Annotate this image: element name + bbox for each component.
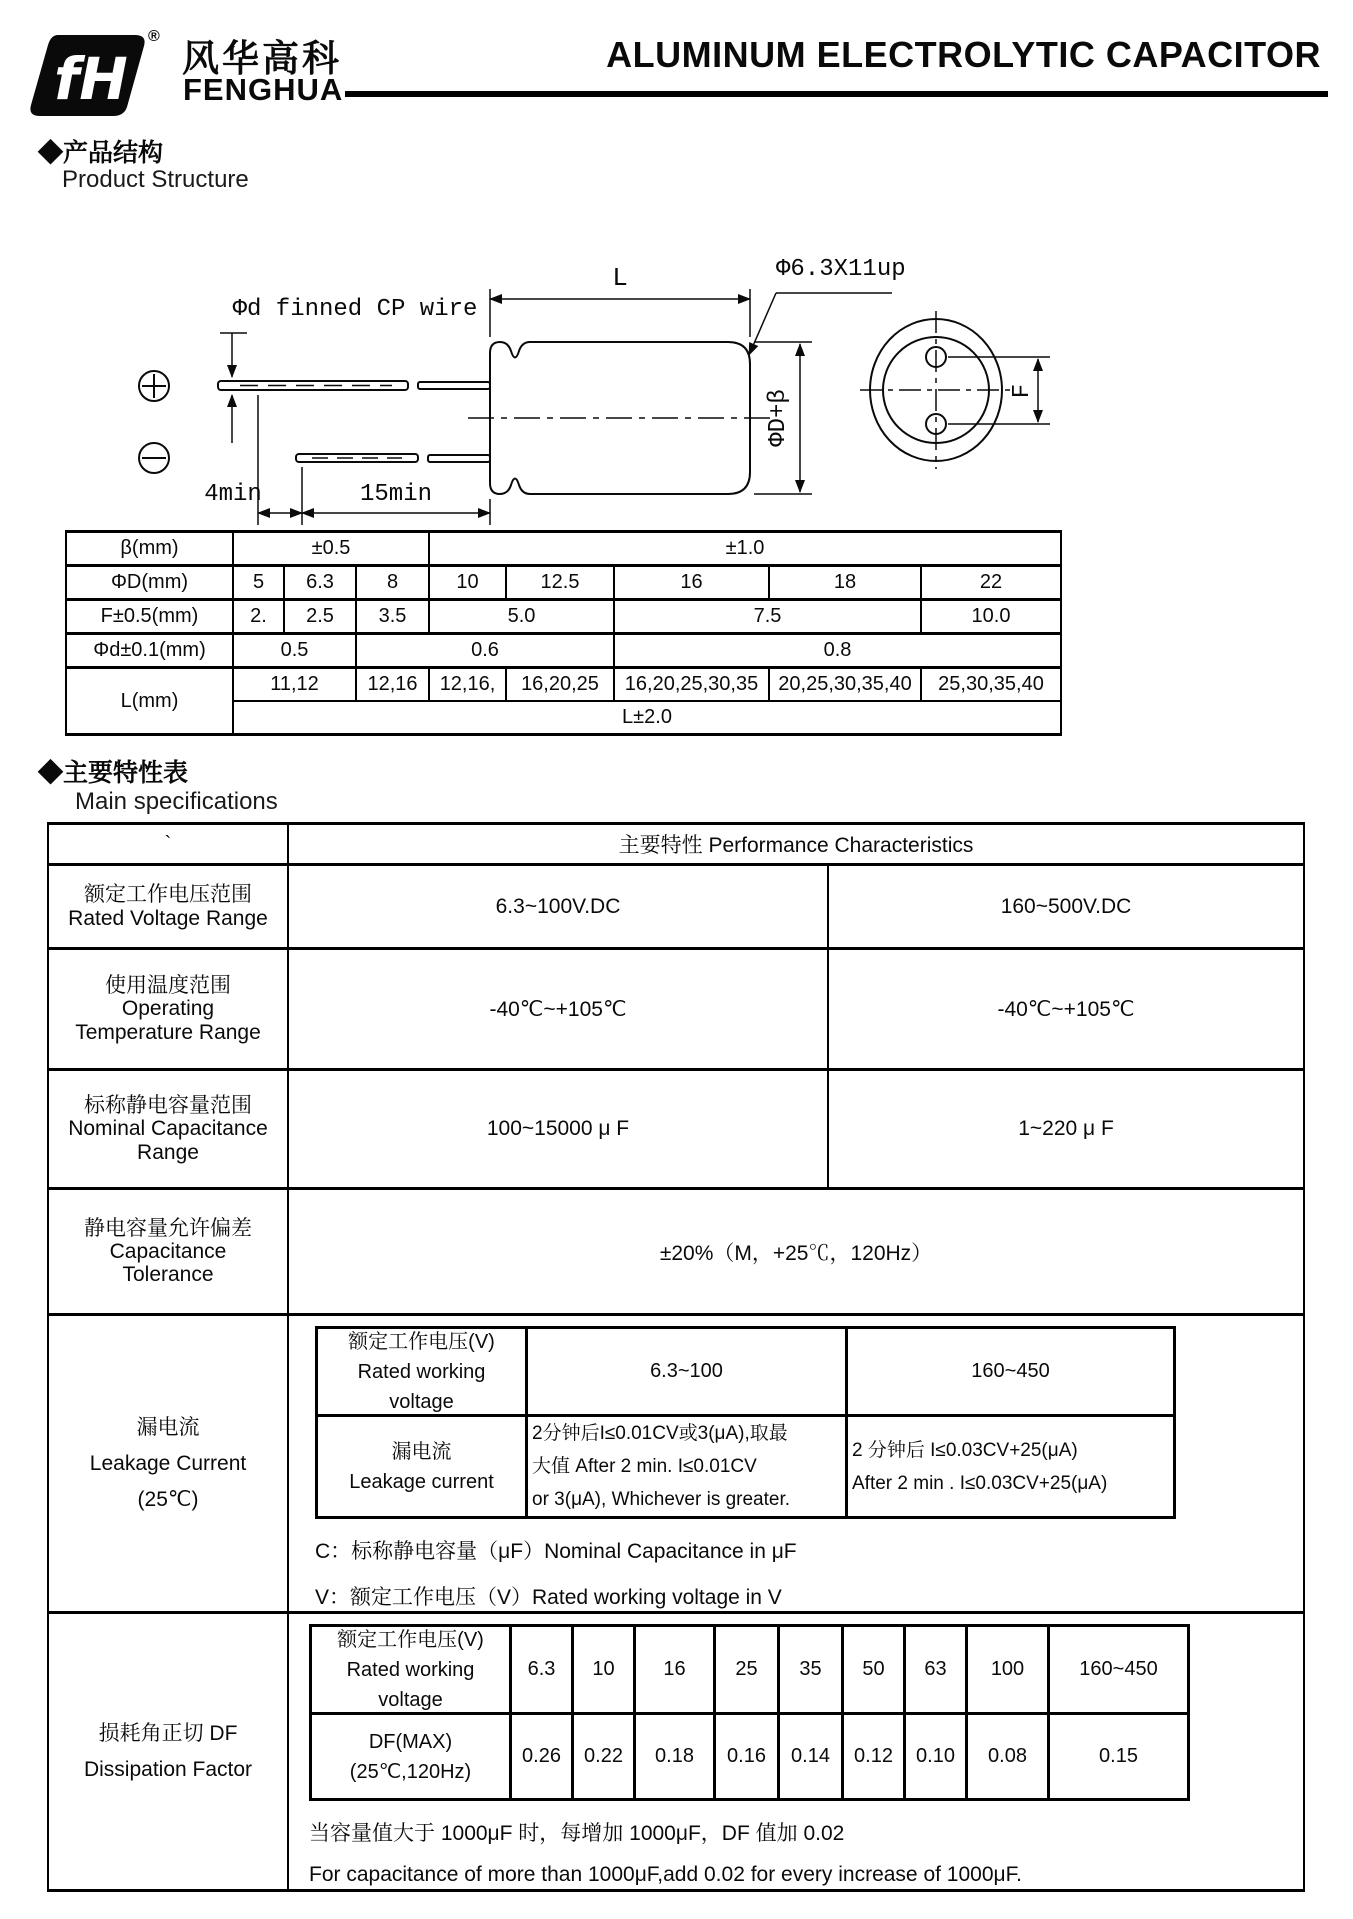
header-rule [345,91,1328,97]
label-line: Leakage Current [89,1451,247,1475]
cell: 2.5 [284,600,356,634]
section-product-structure-en: Product Structure [62,166,249,193]
negative-polarity-icon [139,443,169,473]
spec-line: 2 分钟后 I≤0.03CV+25(μA) [852,1439,1078,1461]
length-dim-label: L [612,263,628,293]
cell: 16,20,25 [506,668,614,702]
performance-characteristics-header: 主要特性 Performance Characteristics [288,824,1304,865]
label-line: 额定工作电压范围 [84,883,252,907]
leakage-voltage-high: 160~450 [847,1328,1175,1416]
rated-voltage-high: 160~500V.DC [828,865,1304,949]
capacitance-range-label [48,1070,288,1189]
label-line: 使用温度范围 [105,974,231,998]
leakage-row-label [317,1416,527,1518]
df-value: 0.18 [635,1714,715,1800]
cathode-lead [296,454,490,462]
cell: 11,12 [233,668,356,702]
df-note-zh: 当容量值大于 1000μF 时，每增加 1000μF，DF 值加 0.02 [309,1822,845,1845]
label-line: Rated working [346,1658,475,1681]
leakage-note-c: C：标称静电容量（μF）Nominal Capacitance in μF [315,1540,797,1563]
body-diameter-label: ΦD+β [765,389,792,447]
label-line: Range [137,1140,199,1164]
df-value: 0.15 [1049,1714,1189,1800]
length-tolerance: L±2.0 [233,701,1061,735]
corner-mark: ` [48,824,288,865]
cell: 0.6 [356,634,614,668]
lead-space-label: F [1009,383,1036,399]
leakage-row [48,1315,1304,1613]
label-line: Nominal Capacitance [68,1117,268,1141]
cell: 6.3 [284,566,356,600]
label-line: 漏电流 [391,1440,452,1463]
beta-label: β(mm) [66,532,233,566]
cell: 0.5 [233,634,356,668]
label-line: voltage [378,1688,443,1711]
cell: 18 [769,566,921,600]
df-value: 0.12 [843,1714,905,1800]
label-line: Tolerance [122,1263,214,1287]
df-note-en: For capacitance of more than 1000μF,add 0.02 for every increase of 1000μF. [309,1863,1022,1886]
label-line: DF(MAX) [368,1730,453,1753]
cell: 16,20,25,30,35 [614,668,769,702]
lead-4min-label: 4min [204,481,262,508]
product-structure-drawing [100,205,1110,540]
df-voltage: 6.3 [511,1626,573,1714]
df-voltage: 63 [905,1626,967,1714]
leakage-content [288,1315,1304,1613]
cell: 5 [233,566,284,600]
label-line: voltage [389,1390,454,1413]
main-spec-table [47,822,1305,1892]
label-line: Temperature Range [75,1020,261,1044]
lead-space-row-label: F±0.5(mm) [66,600,233,634]
rated-voltage-low: 6.3~100V.DC [288,865,828,949]
beta-tol-small: ±0.5 [233,532,429,566]
df-voltage: 35 [779,1626,843,1714]
dimension-table [65,530,1062,736]
section-main-specs-zh: ◆主要特性表 [38,759,189,787]
leakage-spec-low [527,1416,847,1518]
svg-text:fH: fH [54,45,128,113]
row-diameter [66,566,1061,600]
label-line: 静电容量允许偏差 [84,1216,252,1240]
fenghua-logo-icon [30,33,150,118]
capacitance-range-high: 1~220 μ F [828,1070,1304,1189]
leakage-voltage-header [317,1328,527,1416]
cell: 12,16 [356,668,429,702]
cell: 12,16, [429,668,506,702]
label-line: 额定工作电压(V) [348,1330,495,1353]
label-line: Capacitance [109,1239,227,1263]
spec-line: 大值 After 2 min. I≤0.01CV [532,1456,757,1477]
tolerance-row [48,1189,1304,1315]
df-value: 0.10 [905,1714,967,1800]
label-line: Leakage current [349,1470,494,1493]
temperature-row [48,949,1304,1070]
df-value: 0.14 [779,1714,843,1800]
cell: 10.0 [921,600,1061,634]
beta-tol-large: ±1.0 [429,532,1061,566]
leakage-voltage-low: 6.3~100 [527,1328,847,1416]
df-value: 0.26 [511,1714,573,1800]
logo-english-text: FENGHUA [183,72,344,107]
df-voltage: 25 [715,1626,779,1714]
df-inner-table [309,1624,1190,1801]
anode-lead [218,381,490,390]
label-line: 标称静电容量范围 [84,1094,252,1118]
row-lead-diameter [66,634,1061,668]
spec-line: After 2 min . I≤0.03CV+25(μA) [852,1472,1108,1494]
positive-polarity-icon [139,371,169,401]
cell: 16 [614,566,769,600]
df-value: 0.22 [573,1714,635,1800]
label-line: Operating [121,997,215,1021]
temperature-high: -40℃~+105℃ [828,949,1304,1070]
cell: 20,25,30,35,40 [769,668,921,702]
label-line: 漏电流 [136,1415,200,1439]
section-product-structure-zh: ◆产品结构 [38,139,164,167]
leakage-inner-table [315,1326,1176,1519]
label-line: Dissipation Factor [83,1758,253,1781]
rated-voltage-label [48,865,288,949]
df-voltage: 100 [967,1626,1049,1714]
capacitor-end-view [860,311,1012,469]
cell: 3.5 [356,600,429,634]
df-voltage: 50 [843,1626,905,1714]
page-title: ALUMINUM ELECTROLYTIC CAPACITOR [606,34,1321,75]
df-value: 0.08 [967,1714,1049,1800]
spec-line: 2分钟后I≤0.01CV或3(μA),取最 [532,1423,788,1444]
capacitance-range-row [48,1070,1304,1189]
capacitance-range-low: 100~15000 μ F [288,1070,828,1189]
cell: 0.8 [614,634,1061,668]
lead-diameter-label: Φd±0.1(mm) [66,634,233,668]
cell: 8 [356,566,429,600]
df-voltage: 16 [635,1626,715,1714]
length-row-label: L(mm) [66,668,233,735]
rated-voltage-row [48,865,1304,949]
df-voltage: 160~450 [1049,1626,1189,1714]
temperature-label [48,949,288,1070]
spec-header-row [48,824,1304,865]
df-value: 0.16 [715,1714,779,1800]
lead-15min-label: 15min [359,481,433,508]
label-line: 损耗角正切 DF [98,1721,238,1745]
label-line: 额定工作电压(V) [337,1628,484,1651]
row-length [66,668,1061,702]
row-beta [66,532,1061,566]
cell: 2. [233,600,284,634]
label-line: Rated working [357,1360,486,1383]
cell: 12.5 [506,566,614,600]
df-label [48,1613,288,1891]
row-lead-space [66,600,1061,634]
finned-wire-label: Φd finned CP wire [232,296,478,323]
df-max-label [311,1714,511,1800]
df-row [48,1613,1304,1891]
cell: 5.0 [429,600,614,634]
section-main-specs-en: Main specifications [75,788,278,815]
df-voltage: 10 [573,1626,635,1714]
leakage-spec-high [847,1416,1175,1518]
cell: 22 [921,566,1061,600]
cell: 25,30,35,40 [921,668,1061,702]
spec-line: or 3(μA), Whichever is greater. [532,1489,791,1510]
df-voltage-header [311,1626,511,1714]
registered-mark: ® [148,28,160,45]
label-line: (25℃,120Hz) [349,1760,472,1783]
leakage-note-v: V：额定工作电压（V）Rated working voltage in V [315,1586,782,1609]
diameter-label: ΦD(mm) [66,566,233,600]
label-line: Rated Voltage Range [68,906,268,930]
leakage-label [48,1315,288,1613]
temperature-low: -40℃~+105℃ [288,949,828,1070]
label-line: (25℃) [137,1488,199,1512]
df-content [288,1613,1304,1891]
cell: 10 [429,566,506,600]
tolerance-value: ±20%（M，+25℃，120Hz） [288,1189,1304,1315]
cell: 7.5 [614,600,921,634]
tolerance-label [48,1189,288,1315]
logo-chinese-text: 风华高科 [182,38,342,79]
sleeve-size-label: Φ6.3X11up [776,256,906,283]
